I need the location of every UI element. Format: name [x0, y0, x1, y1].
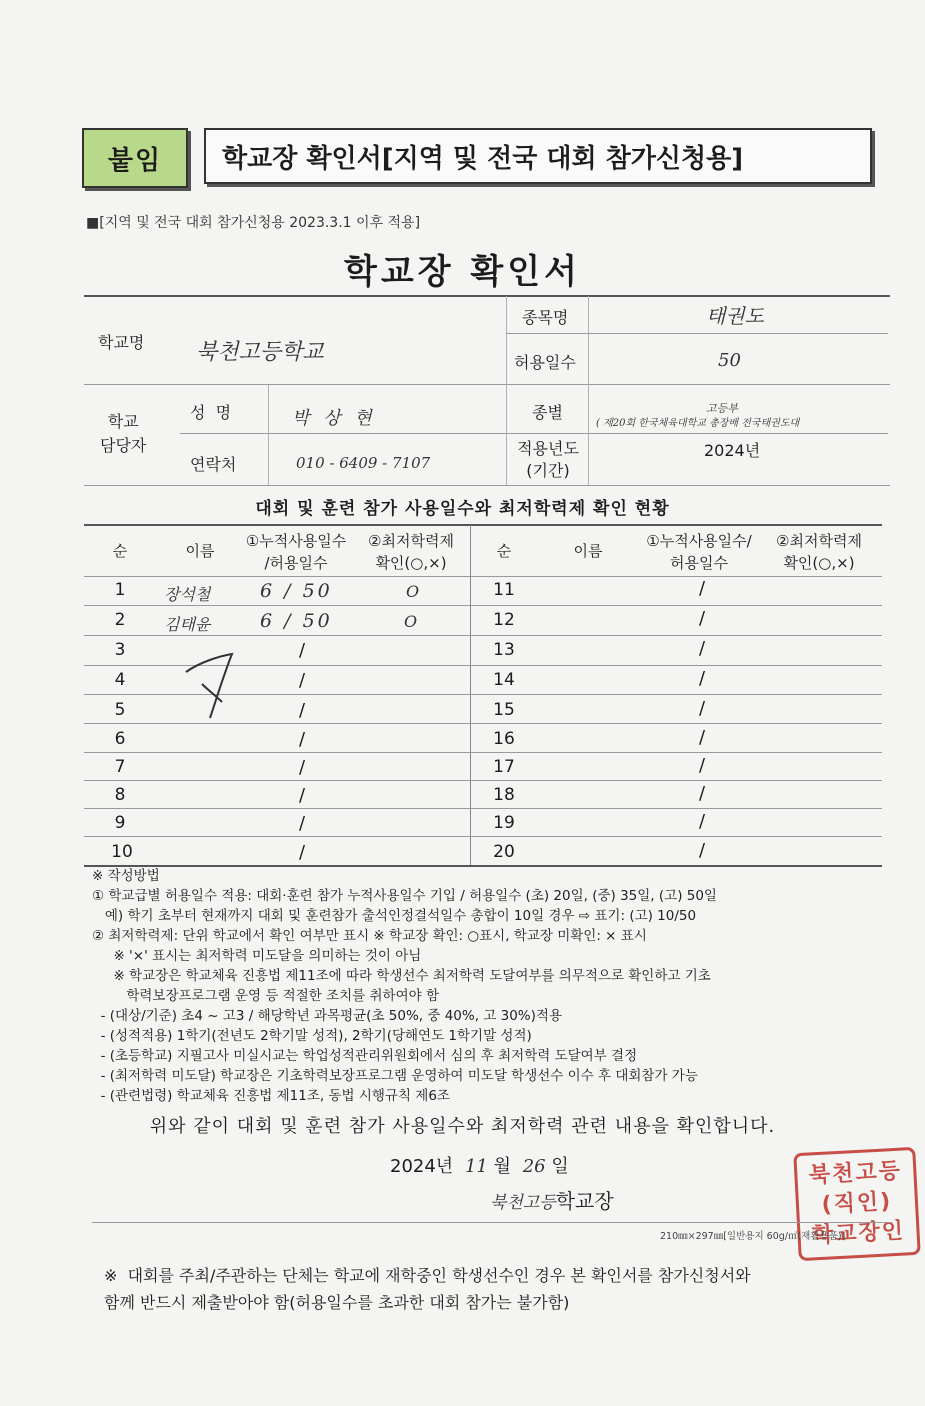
table-center-divider	[470, 525, 471, 866]
table-top-rule	[84, 524, 882, 526]
row-days: /	[698, 698, 706, 719]
official-seal	[793, 1147, 920, 1261]
info-divider	[506, 296, 507, 485]
paper-spec: 210㎜×297㎜[일반용지 60g/㎡(재활용품)]	[660, 1231, 846, 1242]
row-rule	[84, 752, 882, 753]
row-days: /	[698, 608, 706, 629]
note-line: - (최저학력 미도달) 학교장은 기초학력보장프로그램 운영하여 미도달 학생선수 이수 후 대회참가 가능	[92, 1068, 698, 1084]
header-title: 학교장 확인서[지역 및 전국 대회 참가신청용]	[204, 128, 872, 184]
row-number: 2	[114, 610, 126, 630]
allowed-days-value: 50	[718, 350, 741, 371]
info-divider-3	[268, 385, 269, 485]
contact-label: 연락처	[190, 455, 237, 474]
row-number: 13	[493, 640, 515, 660]
note-line: ※ 학교장은 학교체육 진흥법 제11조에 따라 학생선수 최저학력 도달여부를 의무적으로 확인하고 기초	[92, 968, 711, 984]
th-no-right: 순	[496, 542, 512, 560]
school-label: 학교명	[98, 333, 145, 352]
seal-line: 학교장인	[811, 1218, 906, 1249]
row-rule	[84, 808, 882, 809]
row-check: O	[406, 582, 420, 601]
info-rule-event	[506, 433, 888, 434]
row-days: 6 / 50	[260, 610, 333, 632]
allowed-days-label: 허용일수	[514, 353, 576, 372]
sport-value: 태권도	[706, 304, 764, 328]
note-line: - (관련법령) 학교체육 진흥법 제11조, 동법 시행규칙 제6조	[92, 1088, 450, 1104]
confirmation-text: 위와 같이 대회 및 훈련 참가 사용일수와 최저학력 관련 내용을 확인합니다.	[149, 1116, 776, 1137]
date-day: 26	[522, 1156, 546, 1177]
note-line: ② 최저학력제: 단위 학교에서 확인 여부만 표시 ※ 학교장 확인: ○표시, 학교장 미확인: × 표시	[92, 928, 647, 944]
row-days: /	[298, 842, 306, 863]
th-check-right: ②최저학력제 확인(○,×)	[776, 532, 862, 572]
row-days: /	[698, 727, 706, 748]
row-days: /	[298, 757, 306, 778]
row-number: 8	[114, 785, 126, 805]
event-label: 종별	[532, 403, 563, 422]
event-value: ( 제20회 한국체육대학교 총장배 전국태권도대	[596, 418, 800, 429]
principal-title: 학교장	[555, 1189, 614, 1213]
row-number: 11	[493, 580, 515, 600]
attachment-tag: 붙임	[82, 128, 188, 188]
date-day-unit: 일	[551, 1156, 569, 1177]
row-number: 4	[114, 670, 126, 690]
form-scope-note: ■[지역 및 전국 대회 참가신청용 2023.3.1 이후 적용]	[86, 215, 421, 231]
note-line: 예) 학기 초부터 현재까지 대회 및 훈련참가 출석인정결석일수 총합이 10일 경우 ⇨ 표기: (고) 10/50	[92, 908, 697, 924]
year-value: 2024년	[704, 441, 761, 460]
strike-mark	[180, 650, 240, 724]
row-number: 20	[493, 842, 515, 862]
row-days: /	[698, 578, 706, 599]
school-value: 북천고등학교	[196, 340, 324, 365]
seal-line: 북천고등	[808, 1158, 903, 1189]
row-rule	[84, 635, 882, 636]
row-days: /	[698, 755, 706, 776]
section-title: 대회 및 훈련 참가 사용일수와 최저학력제 확인 현황	[255, 499, 670, 519]
row-check: O	[404, 612, 418, 631]
row-number: 17	[493, 757, 515, 777]
principal-school: 북천고등	[490, 1193, 556, 1213]
note-line: - (초등학교) 지필고사 미실시교는 학업성적관리위원회에서 심의 후 최저학력 도달여부 결정	[92, 1048, 638, 1064]
row-number: 6	[114, 729, 126, 749]
note-line: 학력보장프로그램 운영 등 적절한 조치를 취하여야 함	[92, 988, 439, 1004]
row-days: /	[698, 668, 706, 689]
row-days: /	[298, 640, 306, 661]
row-days: /	[298, 785, 306, 806]
name-label: 성 명	[190, 403, 232, 422]
th-check-left: ②최저학력제 확인(○,×)	[368, 532, 454, 572]
date-month-unit: 월	[493, 1156, 511, 1177]
signature-rule	[92, 1222, 892, 1223]
writing-instructions	[92, 866, 882, 1106]
note-line: ※ 작성방법	[92, 868, 160, 884]
manager-label: 학교 담당자	[100, 412, 147, 455]
row-days: /	[698, 638, 706, 659]
row-number: 3	[114, 640, 126, 660]
row-rule	[84, 780, 882, 781]
note-line: - (대상/기준) 초4 ~ 고3 / 해당학년 과목평균(초 50%, 중 40%, 고 30%)적용	[92, 1008, 562, 1024]
row-number: 18	[493, 785, 515, 805]
row-days: /	[698, 811, 706, 832]
row-days: /	[698, 783, 706, 804]
row-days: 6 / 50	[260, 580, 333, 602]
year-label: 적용년도 (기간)	[517, 439, 579, 480]
sport-label: 종목명	[522, 308, 569, 327]
form-title: 학교장 확인서	[344, 252, 581, 292]
row-days: /	[298, 670, 306, 691]
event-value-top: 고등부	[706, 402, 738, 415]
row-number: 10	[111, 842, 133, 862]
info-divider-2	[588, 296, 589, 485]
signed-date	[390, 1152, 569, 1178]
row-number: 5	[114, 700, 126, 720]
principal-signature	[490, 1185, 614, 1214]
row-name: 김태윤	[164, 615, 211, 634]
info-rule-mid	[84, 384, 890, 385]
row-days: /	[298, 813, 306, 834]
th-days-left: ①누적사용일수 /허용일수	[245, 532, 347, 572]
note-line: ※ '×' 표시는 최저학력 미도달을 의미하는 것이 아님	[92, 948, 422, 964]
name-value: 박 상 현	[292, 408, 376, 429]
row-name: 장석철	[164, 585, 211, 604]
row-number: 14	[493, 670, 515, 690]
row-number: 9	[114, 813, 126, 833]
info-top-rule	[84, 295, 890, 297]
footer-note: ※ 대회를 주최/주관하는 단체는 학교에 재학중인 학생선수인 경우 본 확인서를 참가신청서와 함께 반드시 제출받아야 함(허용일수를 초과한 대회 참가는 불가함)	[104, 1266, 751, 1312]
note-line: ① 학교급별 허용일수 적용: 대회·훈련 참가 누적사용일수 기입 / 허용일수 (초) 20일, (중) 35일, (고) 50일	[92, 888, 717, 904]
row-number: 15	[493, 700, 515, 720]
info-rule-manager	[180, 433, 506, 434]
row-rule	[84, 605, 882, 606]
table-header-rule	[84, 576, 882, 577]
date-year: 2024년	[390, 1156, 454, 1177]
row-number: 16	[493, 729, 515, 749]
th-no-left: 순	[112, 542, 128, 560]
row-days: /	[298, 700, 306, 721]
contact-value: 010 - 6409 - 7107	[296, 454, 431, 472]
th-name-left: 이름	[185, 542, 215, 560]
date-month: 11	[464, 1156, 488, 1177]
note-line: - (성적적용) 1학기(전년도 2학기말 성적), 2학기(당해연도 1학기말 성적)	[92, 1028, 532, 1044]
row-number: 12	[493, 610, 515, 630]
row-days: /	[298, 729, 306, 750]
info-rule-sport	[506, 333, 888, 334]
th-name-right: 이름	[573, 542, 603, 560]
row-number: 1	[114, 580, 126, 600]
info-bottom-rule	[84, 485, 890, 486]
th-days-right: ①누적사용일수/ 허용일수	[646, 532, 752, 572]
row-rule	[84, 836, 882, 837]
seal-line: (직인)	[821, 1189, 893, 1218]
row-number: 7	[114, 757, 126, 777]
row-number: 19	[493, 813, 515, 833]
row-days: /	[698, 840, 706, 861]
